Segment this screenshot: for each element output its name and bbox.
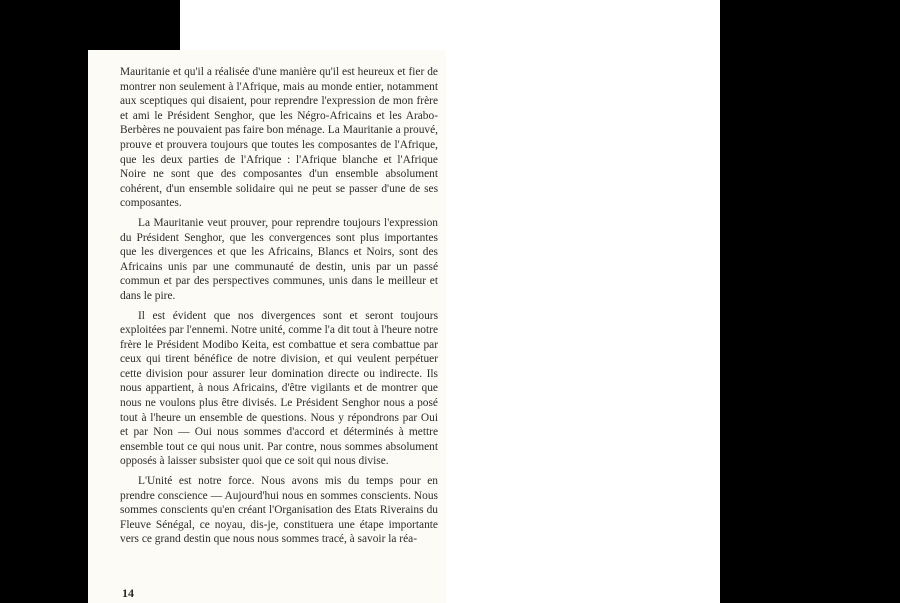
paragraph-1: Mauritanie et qu'il a réalisée d'une manière qu'il est heureux et fier de montrer non seulement à l'Afrique, mais au monde entier, notamment aux sceptiques qui disaient, pour reprendre l'expression de mon frère et ami le Président Senghor, que les Négro-Africains et les Arabo-Berbères ne pouvaient pas faire bon ménage. La Mauritanie a prouvé, prouve et prouvera toujours que toutes les composantes de l'Afrique, que les deux parties de l'Afrique : l'Afrique blanche et l'Afrique Noire ne sont que des composantes d'un ensemble absolument cohérent, d'un ensemble solidaire qui ne peut se passer d'une de ses composantes. bbox=[120, 66, 438, 210]
page-number: 14 bbox=[122, 586, 134, 600]
paragraph-4: L'Unité est notre force. Nous avons mis du temps pour en prendre conscience — Aujourd'hui nous en sommes conscients. Nous sommes conscients qu'en créant l'Organisation des Etats Riverains du Fleuve Sénégal, ce noyau, dis-je, constituera une étape importante vers ce grand destin que nous nous sommes tracé, à savoir la réa- bbox=[120, 475, 438, 546]
paragraph-2: La Mauritanie veut prouver, pour reprendre toujours l'expression du Président Senghor, que les convergences sont plus importantes que les divergences et que les Africains, Blancs et Noirs, sont des Africains unis par une communauté de destin, unis par un passé commun et par des perspectives communes, unis dans le meilleur et dans le pire. bbox=[120, 216, 438, 302]
body-text bbox=[120, 65, 438, 552]
paragraph-3: Il est évident que nos divergences sont et seront toujours exploitées par l'ennemi. Notre unité, comme l'a dit tout à l'heure notre frère le Président Modibo Keita, est combattue et sera combattue par ceux qui tirent bénéfice de notre division, et qui veulent perpétuer cette division pour assurer leur domination directe ou indirecte. Ils nous appartient, à nous Africains, d'être vigilants et de montrer que nous ne voulons plus être divisés. Le Président Senghor nous a posé tout à l'heure un ensemble de questions. Nous y répondrons par Oui et par Non — Oui nous sommes d'accord et déterminés à mettre ensemble tout ce qui nous unit. Par contre, nous sommes absolument opposés à laisser subsister quoi que ce soit qui nous divise. bbox=[120, 309, 438, 468]
